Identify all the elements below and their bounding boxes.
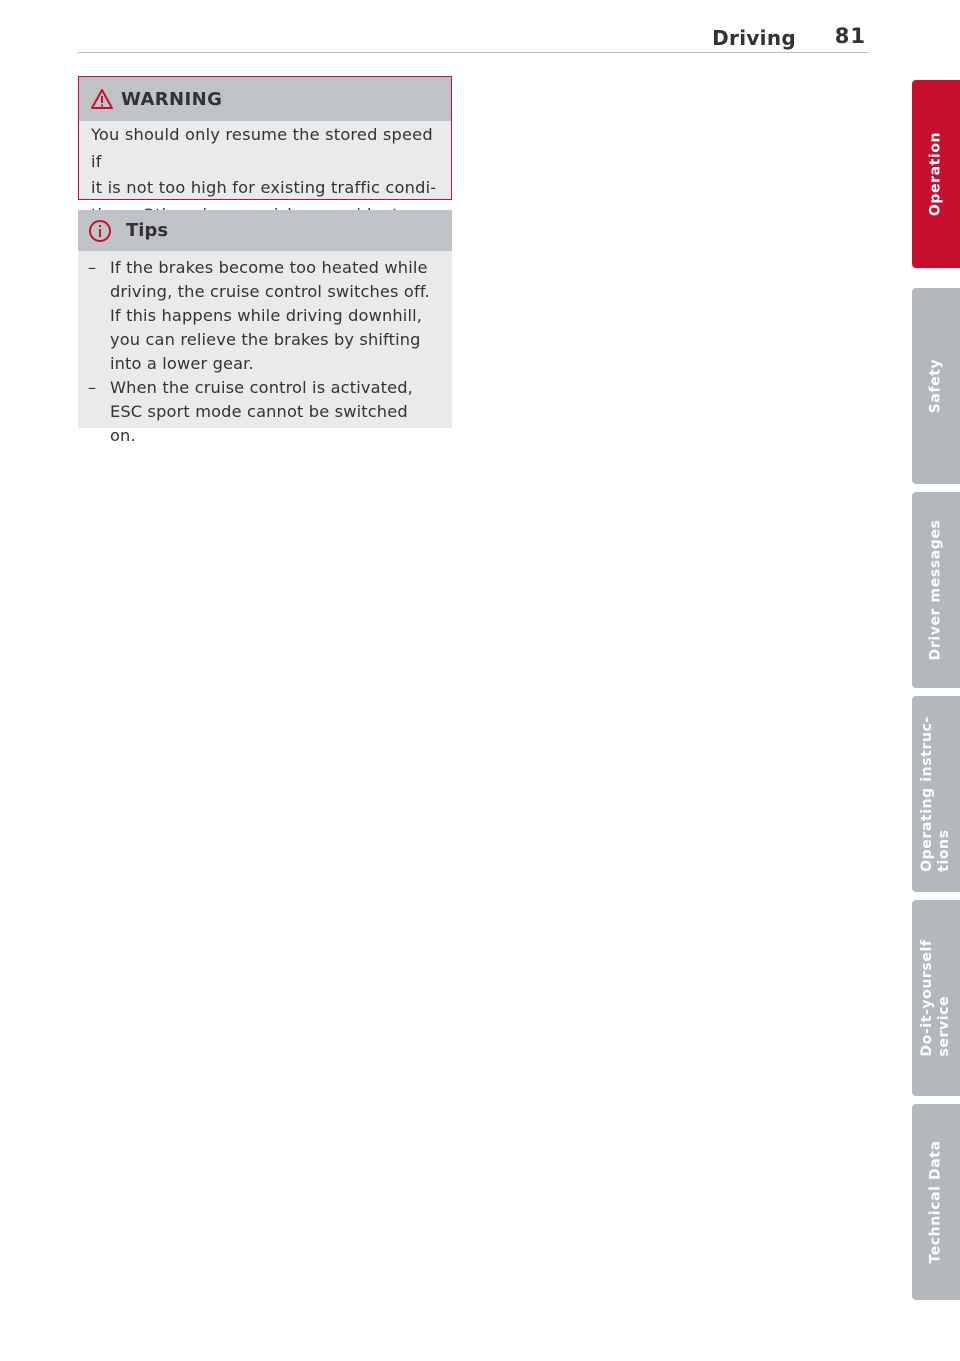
tab-operating-instructions[interactable] — [912, 696, 960, 892]
tab-label: Do-it-yourself service — [919, 939, 952, 1057]
tips-list — [78, 251, 452, 448]
info-circle-icon — [88, 219, 112, 243]
warning-line: it is not too high for existing traffic condi- — [91, 178, 437, 197]
warning-header — [79, 77, 451, 121]
tab-label: Operating instruc- tions — [919, 716, 952, 872]
tip-item: – If the brakes become too heated while driving, the cruise control switches off. If this happens while driving downhill, you can relieve the brakes by shifting into a lower gear. — [88, 256, 438, 376]
tab-label: Driver messages — [927, 519, 944, 661]
section-title: Driving — [712, 26, 796, 50]
warning-title: WARNING — [121, 88, 223, 110]
warning-line: You should only resume the stored speed if — [91, 125, 433, 171]
page-number: 81 — [834, 24, 866, 48]
tab-label: Operation — [927, 131, 944, 217]
tab-operation[interactable] — [912, 80, 960, 268]
tab-label: Safety — [927, 358, 944, 414]
page-header — [78, 0, 868, 53]
tab-safety[interactable] — [912, 288, 960, 484]
tab-label: Technical Data — [927, 1140, 944, 1264]
tab-technical-data[interactable] — [912, 1104, 960, 1300]
tips-box — [78, 210, 452, 445]
warning-box — [78, 76, 452, 200]
tips-header — [78, 210, 452, 251]
tab-driver-messages[interactable] — [912, 492, 960, 688]
tips-title: Tips — [126, 220, 169, 241]
tip-item: – When the cruise control is activated, ESC sport mode cannot be switched on. — [88, 376, 438, 448]
tab-do-it-yourself-service[interactable] — [912, 900, 960, 1096]
warning-triangle-icon — [91, 89, 113, 109]
